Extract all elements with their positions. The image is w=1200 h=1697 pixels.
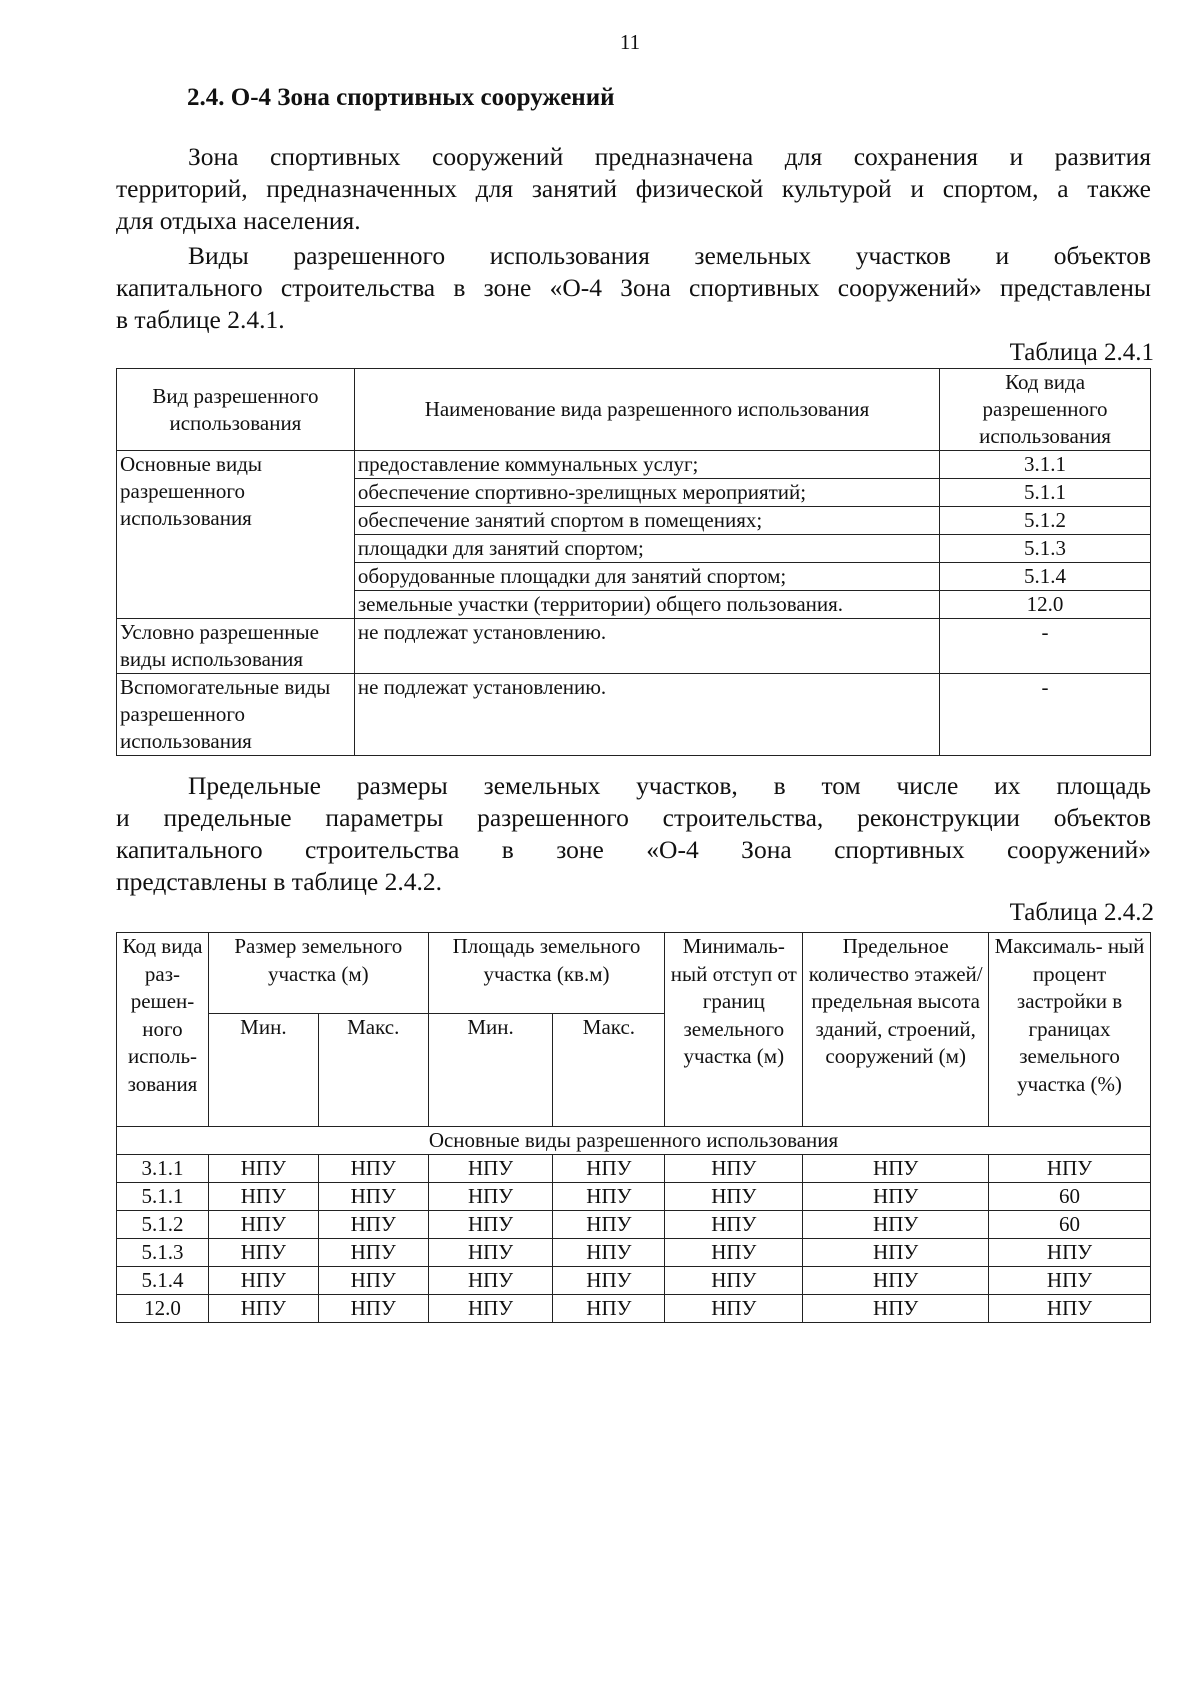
use-name: не подлежат установлению. [354,619,939,674]
cell-code: 5.1.2 [117,1211,209,1239]
cell: 60 [989,1183,1151,1211]
cell: НПУ [553,1295,665,1323]
cell: НПУ [553,1211,665,1239]
use-code: - [940,674,1151,756]
cell: НПУ [318,1295,428,1323]
use-code: 5.1.2 [940,507,1151,535]
use-code: 5.1.3 [940,535,1151,563]
cell-code: 3.1.1 [117,1155,209,1183]
header-plot-area: Площадь земельного участка (кв.м) [428,933,665,1014]
cell: НПУ [428,1183,553,1211]
cell: НПУ [428,1211,553,1239]
table-row [117,451,1151,479]
table-row [117,674,1151,756]
paragraph-line: Виды разрешенного использования земельных участков и объектов [188,241,1151,270]
group-kind: Условно разрешенные виды использования [117,619,355,674]
header-plot-size: Размер земельного участка (м) [208,933,428,1014]
header-floors-height: Предельное количество этажей/ предельная высота зданий, строений, сооружений (м) [803,933,989,1127]
cell: НПУ [665,1295,803,1323]
cell: НПУ [989,1267,1151,1295]
cell: НПУ [989,1295,1151,1323]
table-row [117,1211,1151,1239]
table-row [117,1155,1151,1183]
header-code: Код вида раз- решен- ного исполь- зования [117,933,209,1127]
header-kind: Вид разрешенного использования [117,369,355,451]
paragraph-table2-intro [116,770,1151,898]
cell: НПУ [428,1239,553,1267]
table-caption-2-4-2: Таблица 2.4.2 [1009,899,1154,926]
cell-code: 5.1.4 [117,1267,209,1295]
cell: 60 [989,1211,1151,1239]
table-row [117,1183,1151,1211]
cell: НПУ [318,1183,428,1211]
section-heading: 2.4. О-4 Зона спортивных сооружений [187,84,615,111]
cell: НПУ [665,1211,803,1239]
paragraph-line: и предельные параметры разрешенного строительства, реконструкции объектов [116,803,1151,832]
cell-code: 5.1.1 [117,1183,209,1211]
cell: НПУ [208,1267,318,1295]
table-header-row [117,933,1151,1014]
paragraph-table1-intro [116,240,1151,336]
cell: НПУ [803,1183,989,1211]
table-row [117,1295,1151,1323]
cell-code: 5.1.3 [117,1239,209,1267]
cell: НПУ [318,1239,428,1267]
page-number: 11 [619,30,641,54]
use-name: не подлежат установлению. [354,674,939,756]
cell-code: 12.0 [117,1295,209,1323]
cell: НПУ [553,1239,665,1267]
header-code: Код вида разрешенного использования [940,369,1151,451]
paragraph-line: Зона спортивных сооружений предназначена для сохранения и развития [188,142,1151,171]
table-row [117,619,1151,674]
section-row [117,1127,1151,1155]
cell: НПУ [318,1267,428,1295]
cell: НПУ [208,1183,318,1211]
group-kind: Вспомогательные виды разрешенного использования [117,674,355,756]
cell: НПУ [208,1295,318,1323]
cell: НПУ [803,1211,989,1239]
cell: НПУ [208,1239,318,1267]
cell: НПУ [428,1155,553,1183]
header-size-min: Мин. [208,1014,318,1127]
paragraph-line: представлены в таблице 2.4.2. [116,867,442,896]
section-label: Основные виды разрешенного использования [117,1127,1151,1155]
header-max-percent: Максималь- ный процент застройки в границах земельного участка (%) [989,933,1151,1127]
use-code: - [940,619,1151,674]
group-kind: Основные виды разрешенного использования [117,451,355,619]
cell: НПУ [318,1211,428,1239]
cell: НПУ [428,1295,553,1323]
paragraph-line: для отдыха населения. [116,206,361,235]
cell: НПУ [989,1239,1151,1267]
cell: НПУ [989,1155,1151,1183]
cell: НПУ [318,1155,428,1183]
table-header-row [117,369,1151,451]
paragraph-zone-purpose [116,141,1151,237]
header-name: Наименование вида разрешенного использования [354,369,939,451]
table-2-4-2 [116,932,1151,1323]
header-min-offset: Минималь- ный отступ от границ земельного участка (м) [665,933,803,1127]
paragraph-line: капитального строительства в зоне «О-4 Зона спортивных сооружений» [116,835,1151,864]
cell: НПУ [665,1183,803,1211]
cell: НПУ [803,1239,989,1267]
cell: НПУ [803,1267,989,1295]
header-area-max: Макс. [553,1014,665,1127]
paragraph-line: территорий, предназначенных для занятий физической культурой и спортом, а также [116,174,1151,203]
use-code: 5.1.4 [940,563,1151,591]
use-name: обеспечение спортивно-зрелищных мероприятий; [354,479,939,507]
use-code: 3.1.1 [940,451,1151,479]
cell: НПУ [803,1155,989,1183]
use-code: 5.1.1 [940,479,1151,507]
paragraph-line: Предельные размеры земельных участков, в том числе их площадь [188,771,1151,800]
cell: НПУ [553,1183,665,1211]
paragraph-line: в таблице 2.4.1. [116,305,285,334]
use-name: площадки для занятий спортом; [354,535,939,563]
cell: НПУ [665,1239,803,1267]
cell: НПУ [428,1267,553,1295]
use-name: оборудованные площадки для занятий спортом; [354,563,939,591]
table-row [117,1267,1151,1295]
cell: НПУ [208,1211,318,1239]
header-area-min: Мин. [428,1014,553,1127]
cell: НПУ [665,1155,803,1183]
use-name: земельные участки (территории) общего пользования. [354,591,939,619]
paragraph-line: капитального строительства в зоне «О-4 Зона спортивных сооружений» представлены [116,273,1151,302]
header-size-max: Макс. [318,1014,428,1127]
cell: НПУ [665,1267,803,1295]
table-row [117,1239,1151,1267]
cell: НПУ [803,1295,989,1323]
use-name: предоставление коммунальных услуг; [354,451,939,479]
use-name: обеспечение занятий спортом в помещениях; [354,507,939,535]
table-2-4-1 [116,368,1151,756]
cell: НПУ [208,1155,318,1183]
use-code: 12.0 [940,591,1151,619]
cell: НПУ [553,1267,665,1295]
table-caption-2-4-1: Таблица 2.4.1 [1009,339,1154,366]
cell: НПУ [553,1155,665,1183]
